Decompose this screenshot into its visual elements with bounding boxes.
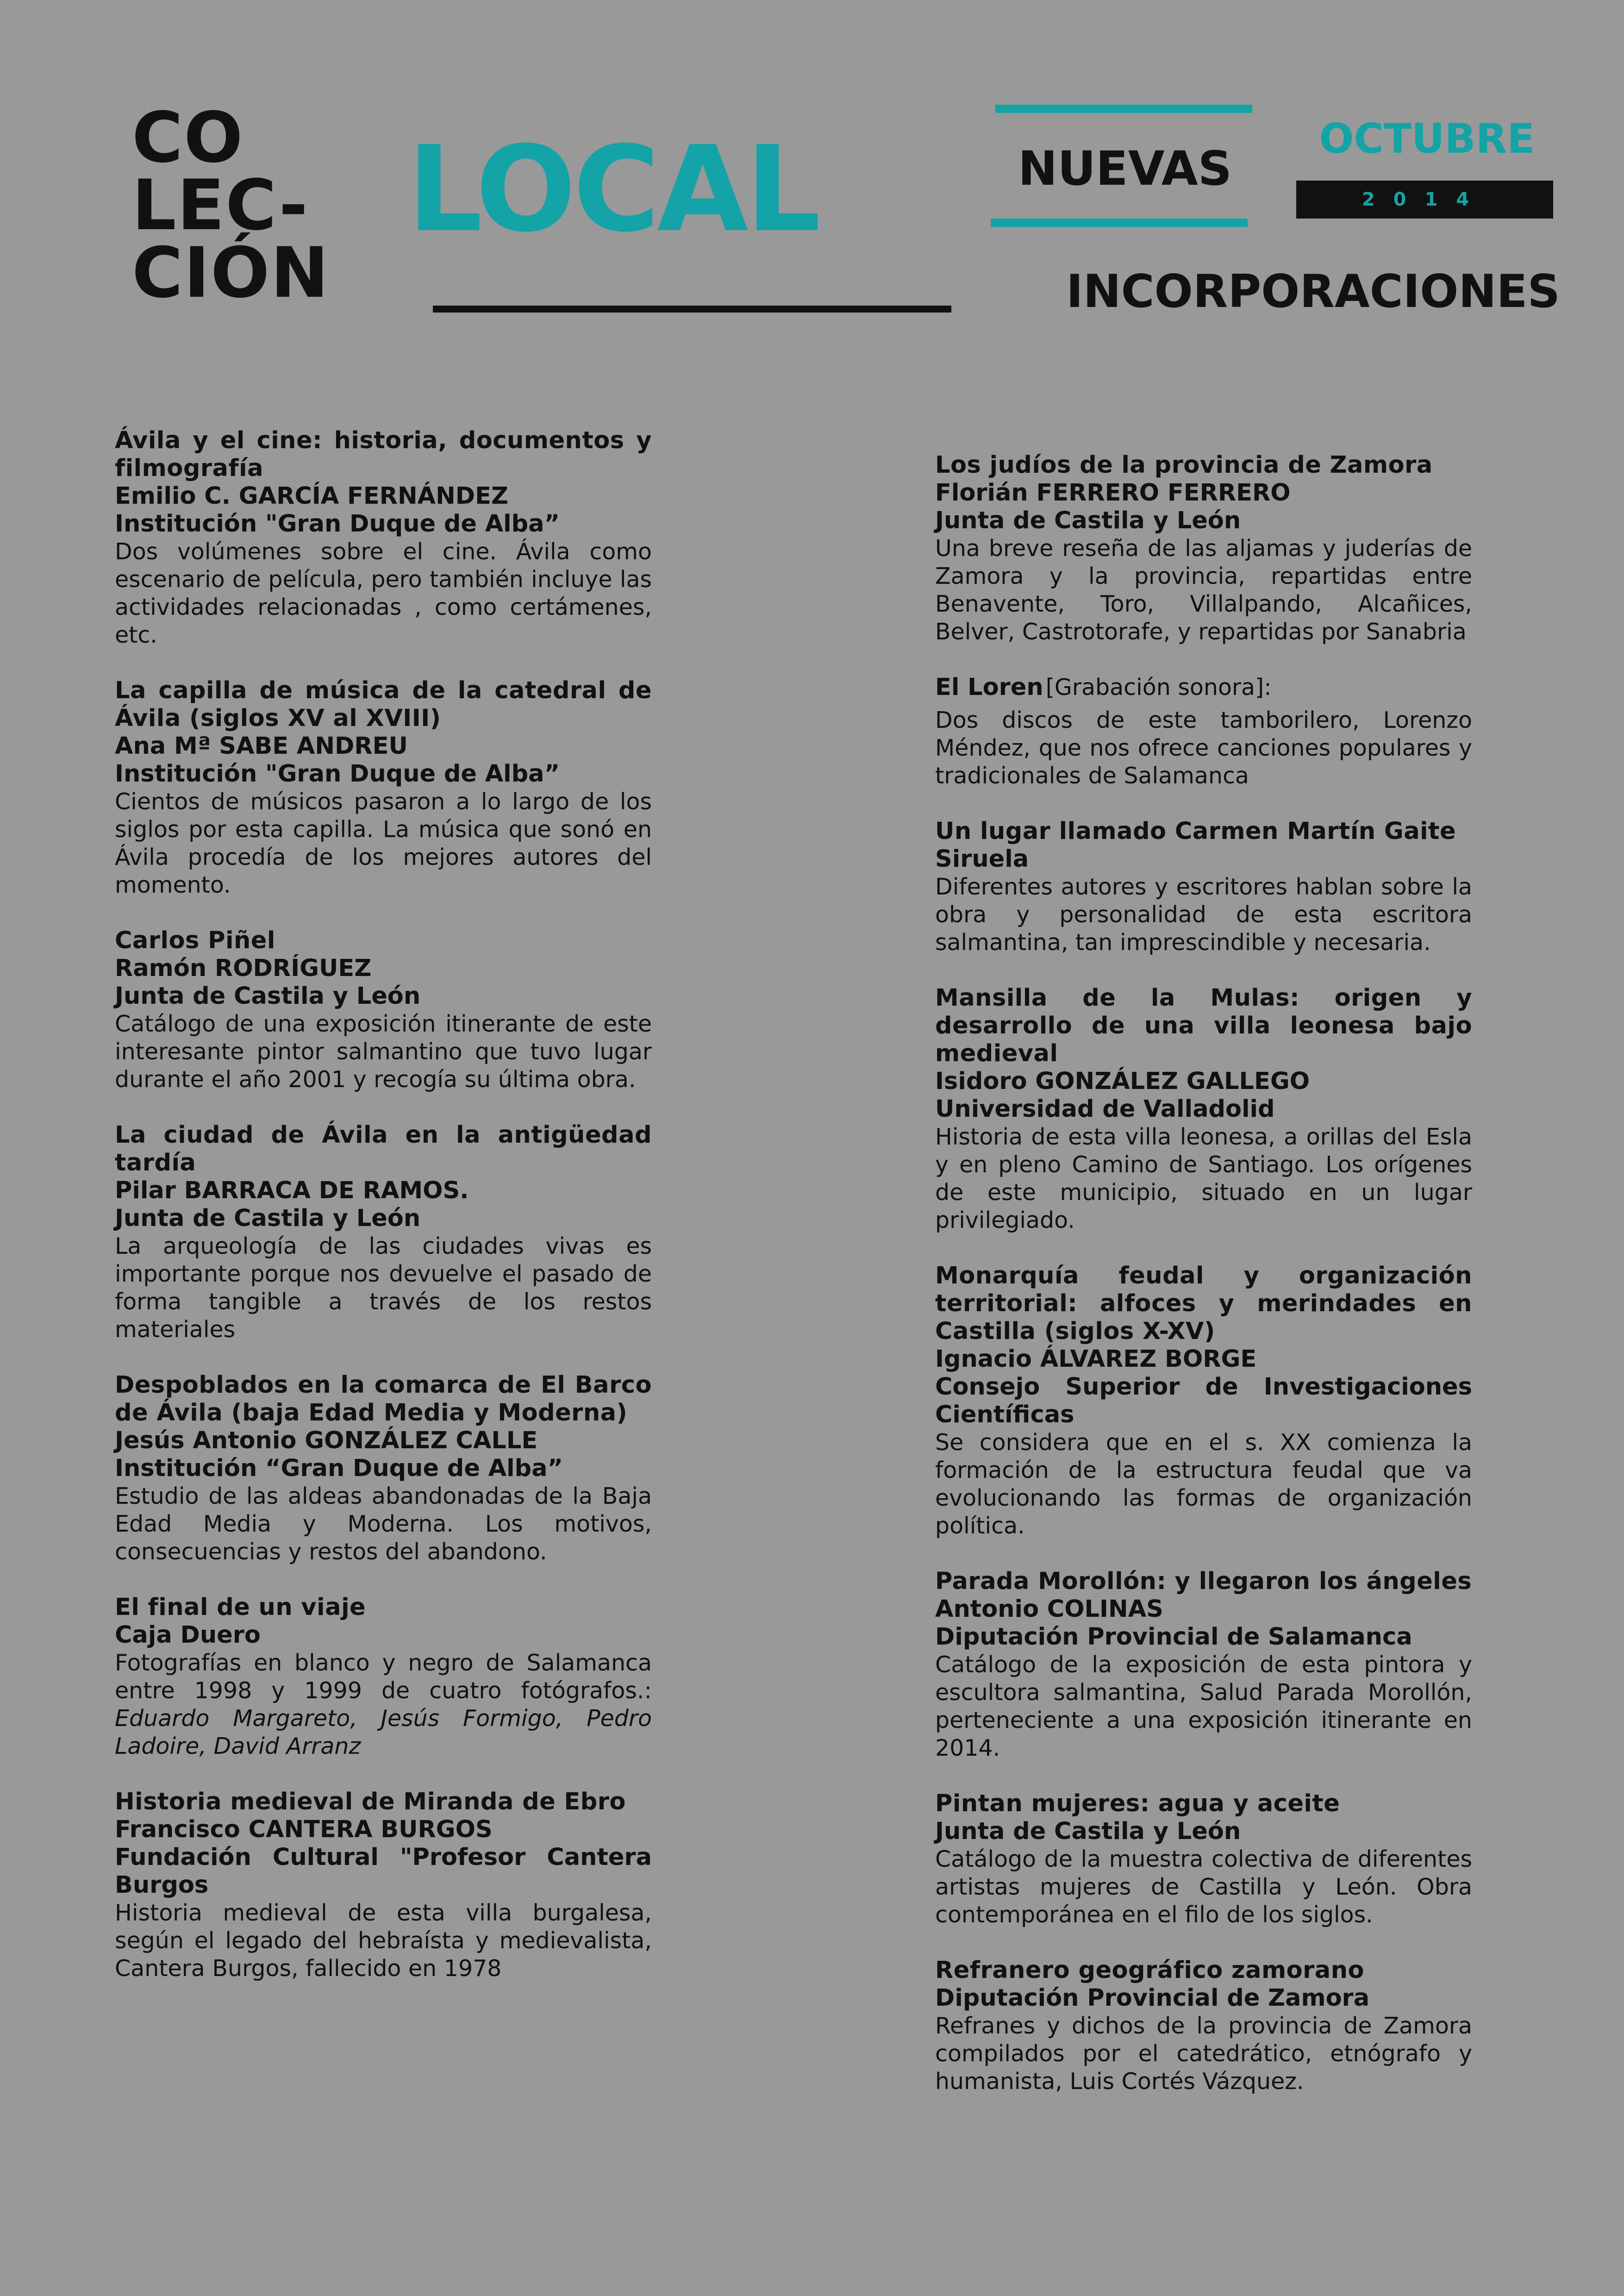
book-author: Ana Mª SABE ANDREU [115,732,408,760]
month-label: OCTUBRE [1319,115,1535,163]
book-description: Dos discos de este tamborilero, Lorenzo Méndez, que nos ofrece canciones populares y tradicionales de Salamanca [935,707,1472,789]
book-entry [115,927,652,1094]
book-author: Antonio COLINAS [935,1595,1163,1623]
book-title: El final de un viaje [115,1594,366,1621]
book-title: La ciudad de Ávila en la antigüedad tardía [115,1121,652,1176]
book-entry [935,674,1472,790]
coleccion-line-3: CIÓN [132,233,330,313]
book-title: Monarquía feudal y organización territorial: alfoces y merindades en Castilla (siglos X-XV) [935,1262,1472,1345]
book-publisher: Institución "Gran Duque de Alba” [115,760,560,788]
book-description: Catálogo de una exposición itinerante de este interesante pintor salmantino que tuvo lugar durante el año 2001 y recogía su última obra. [115,1011,652,1093]
book-entry [115,1788,652,1983]
book-title: El Loren [935,674,1043,701]
book-publisher: Diputación Provincial de Salamanca [935,1623,1412,1651]
coleccion-line-2: LEC- [132,165,309,246]
book-publisher: Junta de Castila y León [115,1205,421,1232]
book-description: Historia medieval de esta villa burgalesa, según el legado del hebraísta y medievalista, Cantera Burgos, fallecido en 1978 [115,1900,652,1982]
book-entry [935,818,1472,957]
book-description: Estudio de las aldeas abandonadas de la Baja Edad Media y Moderna. Los motivos, consecuencias y restos del abandono. [115,1483,652,1565]
book-description-text: Fotografías en blanco y negro de Salamanca entre 1998 y 1999 de cuatro fotógrafos.: [115,1650,652,1704]
book-author: Emilio C. GARCÍA FERNÁNDEZ [115,482,508,510]
incorporaciones-heading: INCORPORACIONES [1066,265,1560,318]
coleccion-line-1: CO [132,98,244,178]
book-title: Pintan mujeres: agua y aceite [935,1790,1340,1817]
book-description [115,1649,652,1760]
book-publisher: Universidad de Valladolid [935,1095,1275,1123]
book-description: Cientos de músicos pasaron a lo largo de los siglos por esta capilla. La música que sonó en Ávila procedía de los mejores autores del momento. [115,788,652,898]
year-badge: 2014 [1296,181,1553,219]
book-entry [115,1594,652,1760]
book-author: Florián FERRERO FERRERO [935,479,1291,507]
book-description: Historia de esta villa leonesa, a orillas del Esla y en pleno Camino de Santiago. Los orígenes de este municipio, situado en un lugar privilegiado. [935,1124,1472,1233]
book-publisher: Institución “Gran Duque de Alba” [115,1455,563,1482]
book-description: Dos volúmenes sobre el cine. Ávila como escenario de película, pero también incluye las actividades relacionadas , como certámenes, etc. [115,538,652,648]
book-title: Despoblados en la comarca de El Barco de Ávila (baja Edad Media y Moderna) [115,1371,652,1426]
book-title: Los judíos de la provincia de Zamora [935,451,1433,479]
book-title-line [935,674,1472,707]
book-publisher: Consejo Superior de Investigaciones Científicas [935,1373,1472,1428]
book-author: Francisco CANTERA BURGOS [115,1816,493,1843]
book-author: Jesús Antonio GONZÁLEZ CALLE [115,1427,538,1454]
book-entry [935,984,1472,1234]
book-entry [115,1121,652,1344]
book-author: Junta de Castila y León [935,1818,1241,1845]
book-description: Refranes y dichos de la provincia de Zamora compilados por el catedrático, etnógrafo y humanista, Luis Cortés Vázquez. [935,2013,1472,2095]
right-column [935,451,1472,2123]
book-title: Refranero geográfico zamorano [935,1957,1365,1984]
book-description: Se considera que en el s. XX comienza la formación de la estructura feudal que va evolucionando las formas de organización política. [935,1429,1472,1539]
book-author: Caja Duero [115,1621,261,1649]
book-description: La arqueología de las ciudades vivas es importante porque nos devuelve el pasado de forma tangible a través de los restos materiales [115,1233,652,1343]
book-title: Ávila y el cine: historia, documentos y filmografía [115,427,652,482]
book-author: Siruela [935,845,1029,873]
book-publisher: Junta de Castila y León [935,507,1241,534]
book-entry [115,427,652,649]
book-description: Una breve reseña de las aljamas y juderías de Zamora y la provincia, repartidas entre Benavente, Toro, Villalpando, Alcañices, Belver, Castrotorafe, y repartidas por Sanabria [935,535,1472,645]
book-entry [115,677,652,899]
book-publisher: Junta de Castila y León [115,982,421,1010]
book-description: Diferentes autores y escritores hablan sobre la obra y personalidad de esta escritora salmantina, tan imprescindible y necesaria. [935,874,1472,956]
book-author: Ramón RODRÍGUEZ [115,955,372,982]
book-author: Diputación Provincial de Zamora [935,1984,1370,2012]
book-author: Isidoro GONZÁLEZ GALLEGO [935,1068,1310,1095]
book-entry [935,1568,1472,1762]
book-entry [115,1371,652,1566]
book-entry [935,451,1472,646]
book-entry [935,1790,1472,1929]
book-title: La capilla de música de la catedral de Ávila (siglos XV al XVIII) [115,677,652,732]
teal-divider-bottom [991,219,1248,227]
local-heading: LOCAL [407,121,818,258]
book-description: Catálogo de la exposición de esta pintora y escultora salmantina, Salud Parada Morollón, perteneciente a una exposición itinerante en 2014. [935,1652,1472,1761]
book-entry [935,1262,1472,1540]
book-publisher: Institución "Gran Duque de Alba” [115,510,560,538]
book-entry [935,1957,1472,2096]
book-author: Ignacio ÁLVAREZ BORGE [935,1345,1257,1373]
left-column [115,427,652,2010]
book-description: Catálogo de la muestra colectiva de diferentes artistas mujeres de Castilla y León. Obra contemporánea en el filo de los siglos. [935,1846,1472,1928]
book-author: Pilar BARRACA DE RAMOS. [115,1177,469,1204]
book-description-photographers: Eduardo Margareto, Jesús Formigo, Pedro Ladoire, David Arranz [115,1705,652,1759]
book-title: Historia medieval de Miranda de Ebro [115,1788,626,1815]
black-divider [433,306,951,313]
book-format-note: [Grabación sonora]: [1045,674,1272,701]
teal-divider-top [995,105,1252,113]
nuevas-heading: NUEVAS [1018,141,1232,196]
book-title: Mansilla de la Mulas: origen y desarrollo de una villa leonesa bajo medieval [935,984,1472,1067]
book-title: Parada Morollón: y llegaron los ángeles [935,1568,1472,1595]
book-title: Carlos Piñel [115,927,275,954]
coleccion-heading [132,98,330,313]
book-publisher: Fundación Cultural "Profesor Cantera Burgos [115,1844,652,1899]
book-title: Un lugar llamado Carmen Martín Gaite [935,818,1456,845]
